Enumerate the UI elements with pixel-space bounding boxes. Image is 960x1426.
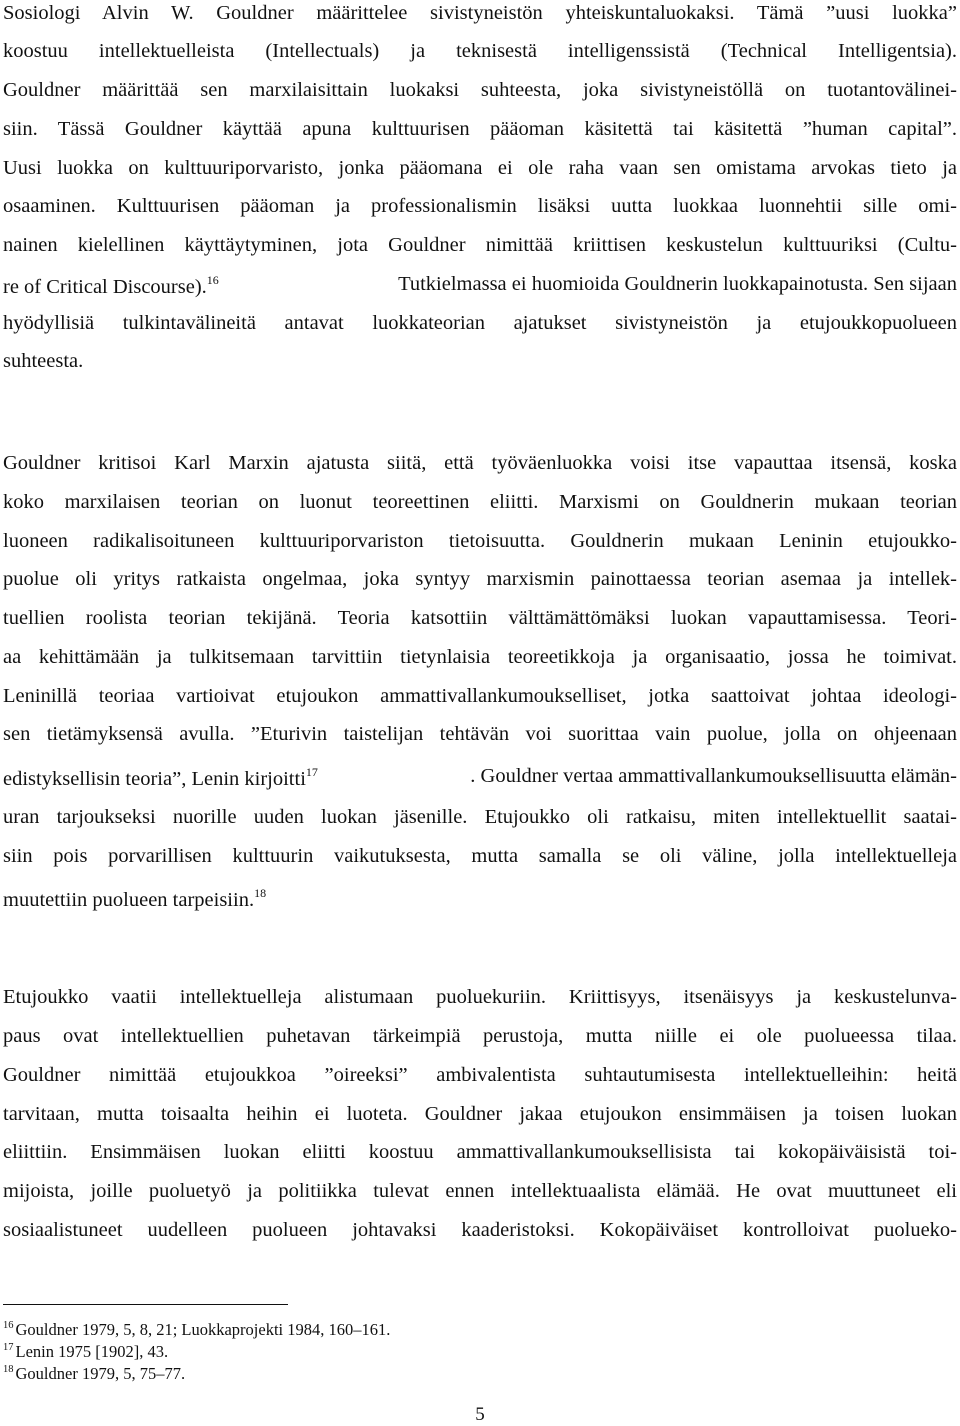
text-line: koostuu intellektuelleista (Intellectuals) ja teknisestä intelligenssistä (Technical Intelligentsia). xyxy=(3,40,957,62)
text-line: paus ovat intellektuellien puhetavan tärkeimpiä perustoja, mutta niille ei ole puolueessa tilaa. xyxy=(3,1025,957,1047)
text-line-with-note xyxy=(3,766,957,790)
text-segment-b: Tutkielmassa ei huomioida Gouldnerin luokkapainotusta. Sen sijaan xyxy=(398,273,957,295)
footnote xyxy=(3,1343,168,1361)
footnote-text: Gouldner 1979, 5, 8, 21; Luokkaprojekti 1984, 160–161. xyxy=(15,1320,391,1339)
footnote-ref: 18 xyxy=(254,886,267,900)
text-segment xyxy=(3,274,219,298)
footnote-number: 18 xyxy=(3,1364,14,1375)
text-line: sosiaalistuneet uudelleen puolueen johtavaksi kaaderistoksi. Kokopäiväiset kontrolloivat puolueko- xyxy=(3,1219,957,1241)
text-line: tarvitaan, mutta toisaalta heihin ei luoteta. Gouldner jakaa etujoukon ensimmäisen ja toisen luokan xyxy=(3,1103,957,1125)
text-line: luoneen radikalisoituneen kulttuuriporvariston tietoisuutta. Gouldnerin mukaan Leninin etujoukko- xyxy=(3,530,957,552)
text-line: suhteesta. xyxy=(3,350,84,372)
text-line-with-note xyxy=(3,274,957,298)
text-line: hyödyllisiä tulkintavälineitä antavat luokkateorian ajatukset sivistyneistön ja etujoukkopuolueen xyxy=(3,312,957,334)
footnote-ref: 16 xyxy=(206,273,219,287)
text-line: sen tietämyksensä avulla. ”Eturivin taistelijan tehtävän voi suorittaa vain puolue, jolla on ohjeenaan xyxy=(3,723,957,745)
page-number: 5 xyxy=(475,1404,485,1425)
text-segment-a: muutettiin puolueen tarpeisiin. xyxy=(3,889,255,911)
text-line: aa kehittämään ja tulkitsemaan tarvittiin tietynlaisia teoreetikkoja ja organisaatio, jossa he toimivat. xyxy=(3,646,957,668)
text-line: Sosiologi Alvin W. Gouldner määrittelee sivistyneistön yhteiskuntaluokaksi. Tämä ”uusi luokka” xyxy=(3,2,957,24)
footnote-number: 16 xyxy=(3,1320,14,1331)
text-line: siin pois porvarillisen kulttuurin vaikutuksesta, mutta samalla se oli väline, jolla intellektuelleja xyxy=(3,845,957,867)
text-line: Uusi luokka on kulttuuriporvaristo, jonka pääomana ei ole raha vaan sen omistama arvokas tieto ja xyxy=(3,157,957,179)
text-line: eliittiin. Ensimmäisen luokan eliitti koostuu ammattivallankumouksellisista tai kokopäiväisistä toi- xyxy=(3,1141,957,1163)
text-line: mijoista, joille puoluetyö ja politiikka tulevat ennen intellektuaalista elämää. He ovat muuttuneet eli xyxy=(3,1180,957,1202)
footnote-text: Lenin 1975 [1902], 43. xyxy=(15,1342,169,1361)
text-segment xyxy=(3,766,318,790)
text-segment-a: re of Critical Discourse). xyxy=(3,276,207,298)
text-line: Gouldner nimittää etujoukkoa ”oireeksi” ambivalentista suhtautumisesta intellektuelleihin: heitä xyxy=(3,1064,957,1086)
footnote xyxy=(3,1321,390,1339)
text-line: siin. Tässä Gouldner käyttää apuna kulttuurisen pääoman käsitettä tai käsitettä ”human capital”. xyxy=(3,118,957,140)
text-segment-b: . Gouldner vertaa ammattivallankumouksellisuutta elämän- xyxy=(470,765,957,787)
text-line: puolue oli yritys ratkaista ongelmaa, joka syntyy marxismin painottaessa teorian asemaa ja intellek- xyxy=(3,568,957,590)
footnote xyxy=(3,1365,185,1383)
text-line: Gouldner kritisoi Karl Marxin ajatusta siitä, että työväenluokka voisi itse vapauttaa itsensä, koska xyxy=(3,452,957,474)
text-line: Leninillä teoriaa vartioivat etujoukon ammattivallankumoukselliset, jotka saattoivat johtaa ideologi- xyxy=(3,685,957,707)
text-line: koko marxilaisen teorian on luonut teoreettinen eliitti. Marxismi on Gouldnerin mukaan teorian xyxy=(3,491,957,513)
text-line: nainen kielellinen käyttäytyminen, jota Gouldner nimittää kriittisen keskustelun kulttuuriksi (Cultu- xyxy=(3,234,957,256)
text-line: tuellien roolista teorian tekijänä. Teoria katsottiin välttämättömäksi luokan vapauttamisessa. Teori- xyxy=(3,607,957,629)
text-line: Gouldner määrittää sen marxilaisittain luokaksi suhteesta, joka sivistyneistöllä on tuotantovälinei- xyxy=(3,79,957,101)
text-line: osaaminen. Kulttuurisen pääoman ja professionalismin lisäksi uutta luokkaa luonnehtii sille omi- xyxy=(3,195,957,217)
footnote-text: Gouldner 1979, 5, 75–77. xyxy=(15,1364,186,1383)
text-line-with-note xyxy=(3,887,266,911)
footnote-ref: 17 xyxy=(305,765,318,779)
text-segment-a: edistyksellisin teoria”, Lenin kirjoitti xyxy=(3,768,306,790)
text-line: Etujoukko vaatii intellektuelleja alistumaan puoluekuriin. Kriittisyys, itsenäisyys ja keskustelunva- xyxy=(3,986,957,1008)
footnote-number: 17 xyxy=(3,1342,14,1353)
text-line: uran tarjoukseksi nuorille uuden luokan jäsenille. Etujoukko oli ratkaisu, miten intellektuellit saatai- xyxy=(3,806,957,828)
footnote-divider xyxy=(3,1304,288,1305)
